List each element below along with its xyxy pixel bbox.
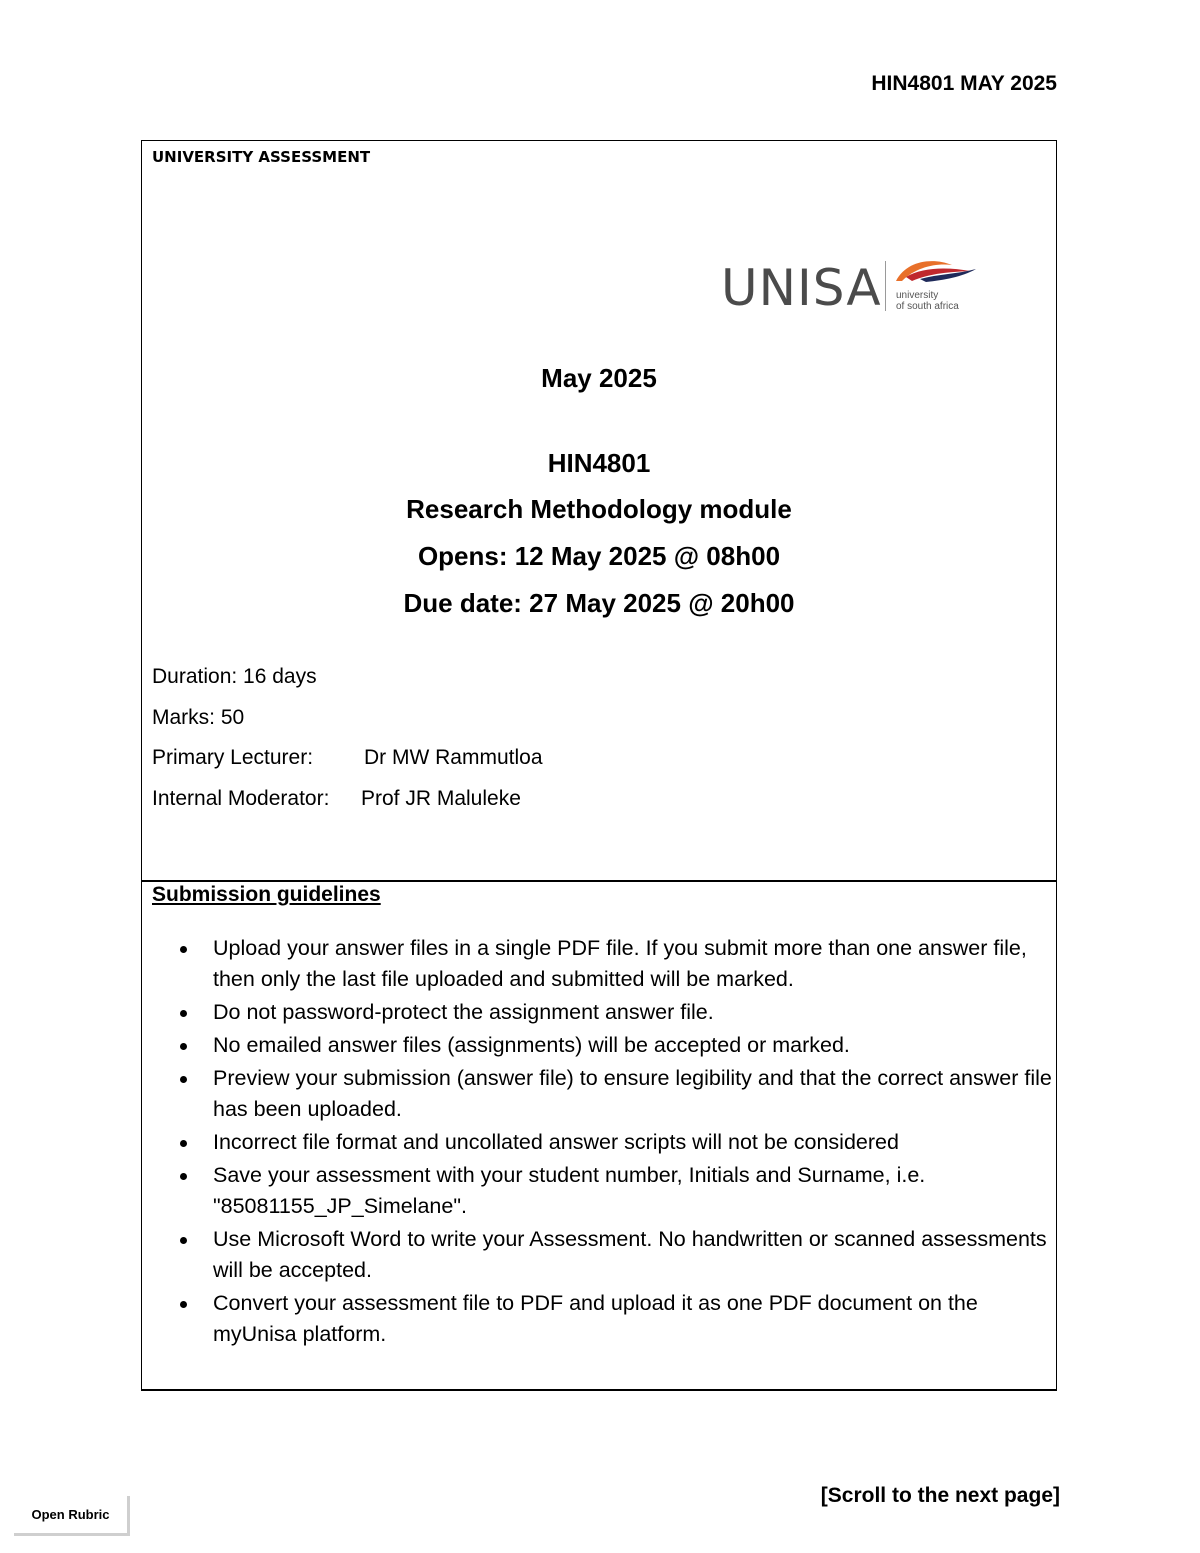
running-header: HIN4801 MAY 2025 bbox=[871, 72, 1057, 95]
scroll-note: [Scroll to the next page] bbox=[820, 1484, 1060, 1507]
guidelines-title: Submission guidelines bbox=[152, 883, 381, 906]
assessment-month: May 2025 bbox=[541, 363, 657, 393]
wing-icon bbox=[892, 255, 978, 291]
logo-subtitle bbox=[896, 290, 959, 312]
primary-lecturer-value: Dr MW Rammutloa bbox=[364, 746, 543, 769]
module-name: Research Methodology module bbox=[406, 494, 792, 524]
primary-lecturer-label: Primary Lecturer: bbox=[152, 746, 314, 769]
guideline-item: Do not password-protect the assignment answer file. bbox=[142, 997, 1056, 1028]
internal-moderator bbox=[152, 787, 521, 811]
guideline-item: No emailed answer files (assignments) will be accepted or marked. bbox=[142, 1030, 1056, 1061]
cover-section bbox=[141, 140, 1057, 882]
unisa-logo bbox=[718, 253, 978, 323]
opens-date: Opens: 12 May 2025 @ 08h00 bbox=[417, 541, 781, 571]
primary-lecturer bbox=[152, 746, 543, 770]
logo-separator bbox=[885, 261, 886, 311]
module-code: HIN4801 bbox=[547, 448, 651, 478]
guideline-item: Use Microsoft Word to write your Assessment. No handwritten or scanned assessments will be accepted. bbox=[142, 1224, 1056, 1286]
due-date: Due date: 27 May 2025 @ 20h00 bbox=[403, 588, 795, 618]
duration: Duration: 16 days bbox=[152, 665, 317, 688]
logo-subtitle-line2: of south africa bbox=[896, 301, 959, 312]
submission-guidelines-section bbox=[141, 880, 1057, 1391]
assessment-label: UNIVERSITY ASSESSMENT bbox=[152, 148, 371, 166]
guideline-item: Save your assessment with your student number, Initials and Surname, i.e. "85081155_JP_Simelane". bbox=[142, 1160, 1056, 1222]
guideline-item: Upload your answer files in a single PDF file. If you submit more than one answer file, then only the last file uploaded and submitted will be marked. bbox=[142, 933, 1056, 995]
guidelines-list bbox=[142, 933, 1056, 1352]
marks: Marks: 50 bbox=[152, 706, 245, 729]
guideline-item: Preview your submission (answer file) to ensure legibility and that the correct answer file has been uploaded. bbox=[142, 1063, 1056, 1125]
open-rubric-button[interactable]: Open Rubric bbox=[14, 1496, 130, 1536]
guideline-item: Incorrect file format and uncollated answer scripts will not be considered bbox=[142, 1127, 1056, 1158]
guideline-item: Convert your assessment file to PDF and upload it as one PDF document on the myUnisa platform. bbox=[142, 1288, 1056, 1350]
logo-wordmark: UNISA bbox=[721, 259, 882, 317]
internal-moderator-value: Prof JR Maluleke bbox=[361, 787, 521, 810]
logo-subtitle-line1: university bbox=[896, 290, 939, 301]
internal-moderator-label: Internal Moderator: bbox=[152, 787, 330, 810]
